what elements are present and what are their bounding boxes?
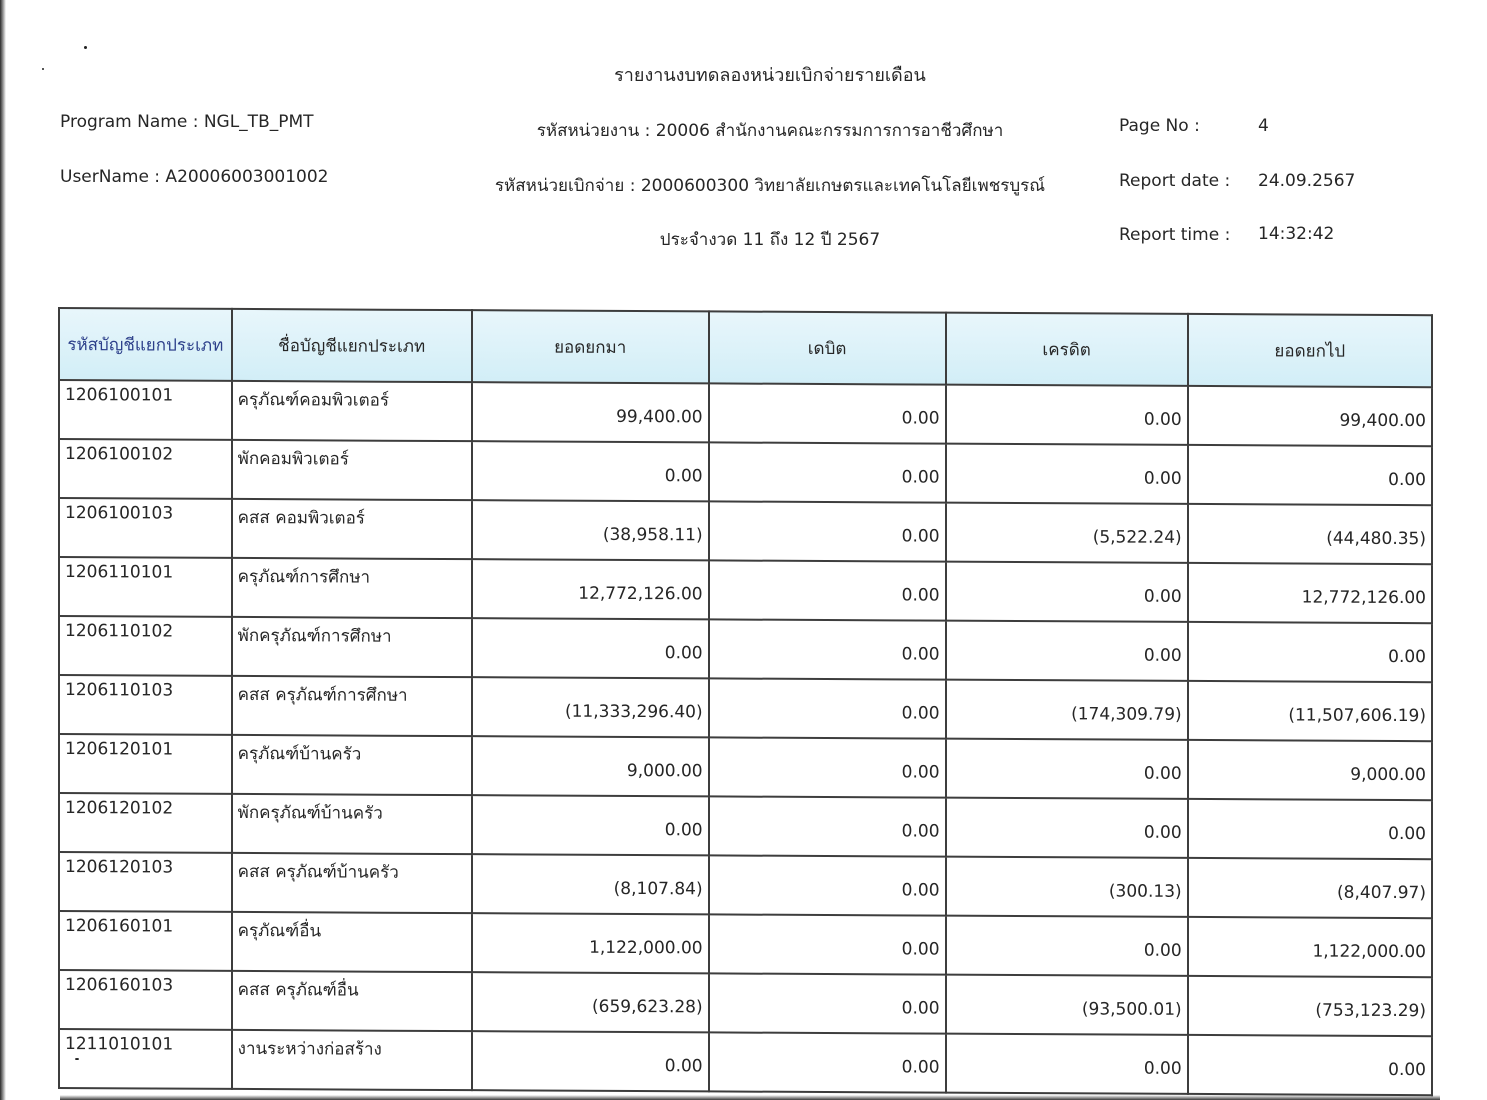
account-name-cell: พักคอมพิวเตอร์ — [232, 440, 472, 500]
column-header-carried-forward: ยอดยกไป — [1188, 314, 1432, 387]
credit-cell: 0.00 — [946, 916, 1188, 976]
credit-cell: 0.00 — [946, 385, 1188, 445]
brought-forward-cell: 0.00 — [472, 441, 709, 501]
debit-cell: 0.00 — [709, 737, 946, 797]
carried-forward-cell: (753,123.29) — [1188, 976, 1432, 1036]
column-header-credit: เครดิต — [946, 313, 1188, 386]
report-title: รายงานงบทดลองหน่วยเบิกจ่ายรายเดือน — [614, 65, 926, 86]
brought-forward-cell: (11,333,296.40) — [472, 677, 709, 737]
account-code-cell: 1206120102 — [59, 793, 232, 853]
column-header-account-name: ชื่อบัญชีแยกประเภท — [232, 309, 472, 382]
account-name-cell: คสส ครุภัณฑ์การศึกษา — [232, 676, 472, 736]
carried-forward-cell: 1,122,000.00 — [1188, 917, 1432, 977]
account-code-cell: 1206100103 — [59, 498, 232, 558]
carried-forward-cell: (8,407.97) — [1188, 858, 1432, 918]
table-row — [59, 439, 1432, 505]
debit-cell: 0.00 — [709, 501, 946, 561]
account-code-cell: 1206100101 — [59, 380, 232, 440]
disbursement-unit-line: รหัสหน่วยเบิกจ่าย : 2000600300 วิทยาลัยเกษตรและเทคโนโลยีเพชรบูรณ์ — [494, 176, 1046, 196]
account-code-cell: 1206100102 — [59, 439, 232, 499]
program-name: Program Name : NGL_TB_PMT — [60, 112, 314, 132]
agency-line: รหัสหน่วยงาน : 20006 สำนักงานคณะกรรมการการอาชีวศึกษา — [536, 121, 1004, 141]
credit-cell: (300.13) — [946, 857, 1188, 917]
account-code-cell: 1206160103 — [59, 970, 232, 1030]
account-code-cell: 1206120101 — [59, 734, 232, 794]
brought-forward-cell: (38,958.11) — [472, 500, 709, 560]
user-name: UserName : A20006003001002 — [60, 167, 329, 187]
account-code-cell: 1206110103 — [59, 675, 232, 735]
page-edge-shadow — [0, 0, 6, 1100]
credit-cell: 0.00 — [946, 562, 1188, 622]
credit-cell: (174,309.79) — [946, 680, 1188, 740]
account-name-cell: พักครุภัณฑ์บ้านครัว — [232, 794, 472, 854]
report-date-label: Report date : — [1119, 171, 1231, 191]
page-no-label: Page No : — [1119, 116, 1200, 136]
debit-cell: 0.00 — [709, 678, 946, 738]
credit-cell: (5,522.24) — [946, 503, 1188, 563]
period-line: ประจำงวด 11 ถึง 12 ปี 2567 — [659, 230, 881, 250]
table-row — [59, 380, 1432, 446]
credit-cell: (93,500.01) — [946, 975, 1188, 1035]
account-name-cell: ครุภัณฑ์อื่น — [232, 912, 472, 972]
credit-cell: 0.00 — [946, 1034, 1188, 1094]
debit-cell: 0.00 — [709, 619, 946, 679]
account-code-cell: 1206110102 — [59, 616, 232, 676]
report-date-value: 24.09.2567 — [1258, 171, 1356, 191]
brought-forward-cell: 99,400.00 — [472, 382, 709, 442]
report-time-label: Report time : — [1119, 225, 1231, 245]
table-row — [59, 734, 1432, 800]
brought-forward-cell: (659,623.28) — [472, 972, 709, 1032]
table-row — [59, 852, 1432, 918]
table-row — [59, 616, 1432, 682]
credit-cell: 0.00 — [946, 444, 1188, 504]
column-header-debit: เดบิต — [709, 311, 946, 384]
page-no-value: 4 — [1258, 116, 1269, 136]
table-row — [59, 793, 1432, 859]
debit-cell: 0.00 — [709, 560, 946, 620]
account-code-cell: 1206160101 — [59, 911, 232, 971]
debit-cell: 0.00 — [709, 796, 946, 856]
carried-forward-cell: 0.00 — [1188, 799, 1432, 859]
carried-forward-cell: 99,400.00 — [1188, 386, 1432, 446]
carried-forward-cell: 0.00 — [1188, 445, 1432, 505]
speck — [84, 46, 87, 49]
account-name-cell: คสส ครุภัณฑ์บ้านครัว — [232, 853, 472, 913]
brought-forward-cell: 1,122,000.00 — [472, 913, 709, 973]
debit-cell: 0.00 — [709, 914, 946, 974]
carried-forward-cell: (44,480.35) — [1188, 504, 1432, 564]
debit-cell: 0.00 — [709, 383, 946, 443]
table-body — [59, 380, 1432, 1095]
account-name-cell: คสส คอมพิวเตอร์ — [232, 499, 472, 559]
trial-balance-table — [58, 307, 1433, 1096]
account-name-cell: คสส ครุภัณฑ์อื่น — [232, 971, 472, 1031]
brought-forward-cell: 0.00 — [472, 1031, 709, 1091]
brought-forward-cell: 9,000.00 — [472, 736, 709, 796]
account-name-cell: งานระหว่างก่อสร้าง — [232, 1030, 472, 1090]
carried-forward-cell: 0.00 — [1188, 622, 1432, 682]
credit-cell: 0.00 — [946, 621, 1188, 681]
account-name-cell: พักครุภัณฑ์การศึกษา — [232, 617, 472, 677]
brought-forward-cell: (8,107.84) — [472, 854, 709, 914]
brought-forward-cell: 0.00 — [472, 795, 709, 855]
debit-cell: 0.00 — [709, 973, 946, 1033]
account-code-cell: 1211010101 — [59, 1029, 232, 1089]
account-name-cell: ครุภัณฑ์คอมพิวเตอร์ — [232, 381, 472, 441]
table-row — [59, 911, 1432, 977]
column-header-brought-forward: ยอดยกมา — [472, 310, 709, 383]
table-row — [59, 970, 1432, 1036]
report-time-value: 14:32:42 — [1258, 224, 1335, 244]
carried-forward-cell: (11,507,606.19) — [1188, 681, 1432, 741]
carried-forward-cell: 9,000.00 — [1188, 740, 1432, 800]
table-row — [59, 498, 1432, 564]
credit-cell: 0.00 — [946, 739, 1188, 799]
credit-cell: 0.00 — [946, 798, 1188, 858]
carried-forward-cell: 12,772,126.00 — [1188, 563, 1432, 623]
account-code-cell: 1206110101 — [59, 557, 232, 617]
account-name-cell: ครุภัณฑ์บ้านครัว — [232, 735, 472, 795]
account-code-cell: 1206120103 — [59, 852, 232, 912]
brought-forward-cell: 12,772,126.00 — [472, 559, 709, 619]
table-header-row — [59, 308, 1432, 387]
table-row — [59, 557, 1432, 623]
table-row — [59, 1029, 1432, 1095]
account-name-cell: ครุภัณฑ์การศึกษา — [232, 558, 472, 618]
page-bottom-shadow — [60, 1095, 1440, 1100]
table-row — [59, 675, 1432, 741]
carried-forward-cell: 0.00 — [1188, 1035, 1432, 1095]
debit-cell: 0.00 — [709, 442, 946, 502]
column-header-account-code: รหัสบัญชีแยกประเภท — [59, 308, 232, 381]
debit-cell: 0.00 — [709, 1032, 946, 1092]
debit-cell: 0.00 — [709, 855, 946, 915]
brought-forward-cell: 0.00 — [472, 618, 709, 678]
